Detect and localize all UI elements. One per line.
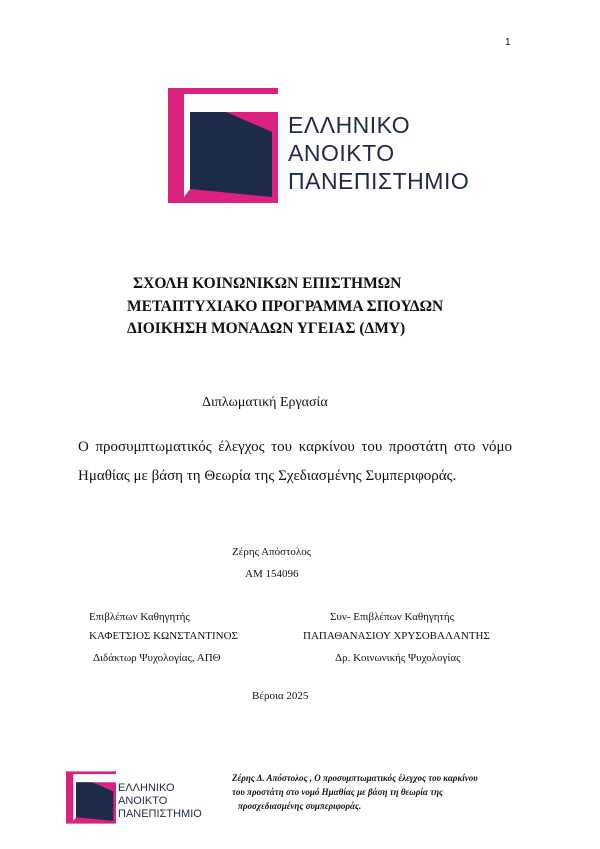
author-name: Ζέρης Απόστολος	[232, 546, 312, 558]
school-line-2: ΜΕΤΑΠΤΥΧΙΑΚΟ ΠΡΟΓΡΑΜΜΑ ΣΠΟΥΔΩΝ	[127, 298, 444, 315]
footer-logo	[66, 770, 216, 825]
city-year: Βέροια 2025	[252, 690, 309, 702]
thesis-label: Διπλωματική Εργασία	[202, 395, 328, 410]
footer-logo-text-line-1: ΕΛΛΗΝΙΚΟ	[118, 782, 175, 794]
school-line-3: ΔΙΟΙΚΗΣΗ ΜΟΝΑΔΩΝ ΥΓΕΙΑΣ (ΔΜΥ)	[127, 320, 406, 337]
co-supervisor-name: ΠΑΠΑΘΑΝΑΣΙΟΥ ΧΡΥΣΟΒΑΛΑΝΤΗΣ	[303, 630, 490, 642]
thesis-title: Ο προσυμπτωματικός έλεγχος του καρκίνου του προστάτη στο νόμο Ημαθίας με βάση τη Θεωρία της Σχεδιασμένης Συμπεριφοράς.	[78, 439, 512, 484]
footer-logo-text-line-3: ΠΑΝΕΠΙΣΤΗΜΙΟ	[118, 808, 202, 820]
citation-line-2: του προστάτη στο νομό Ημαθίας με βάση τη θεωρία της	[232, 787, 444, 797]
footer-logo-mark-icon	[66, 770, 116, 825]
author-id: AM 154096	[245, 568, 299, 580]
page-number: 1	[505, 37, 511, 48]
supervisor-role: Επιβλέπων Καθηγητής	[89, 611, 190, 623]
university-logo	[168, 88, 468, 203]
citation-line-3: προσχεδιασμένης συμπεριφοράς.	[238, 801, 362, 811]
co-supervisor-title: Δρ. Κοινωνικής Ψυχολογίας	[335, 652, 461, 664]
supervisor-title: Διδάκτωρ Ψυχολογίας, ΑΠΘ	[93, 652, 221, 664]
supervisor-name: ΚΑΦΕΤΣΙΟΣ ΚΩΝΣΤΑΝΤΙΝΟΣ	[89, 630, 238, 642]
logo-text-line-1: ΕΛΛΗΝΙΚΟ	[288, 112, 411, 138]
logo-text-line-3: ΠΑΝΕΠΙΣΤΗΜΙΟ	[288, 168, 470, 194]
footer-logo-text-line-2: ΑΝΟΙΚΤΟ	[118, 795, 168, 807]
university-logo-mark-icon	[168, 88, 278, 203]
citation	[232, 771, 522, 813]
citation-line-1: Ζέρης Δ. Απόστολος , Ο προσυμπτωματικός έλεγχος του καρκίνου	[232, 773, 478, 783]
logo-text-line-2: ΑΝΟΙΚΤΟ	[288, 140, 395, 166]
co-supervisor-role: Συν- Επιβλέπων Καθηγητής	[330, 611, 454, 623]
school-line-1: ΣΧΟΛΗ ΚΟΙΝΩΝΙΚΩΝ ΕΠΙΣΤΗΜΩΝ	[133, 275, 402, 292]
